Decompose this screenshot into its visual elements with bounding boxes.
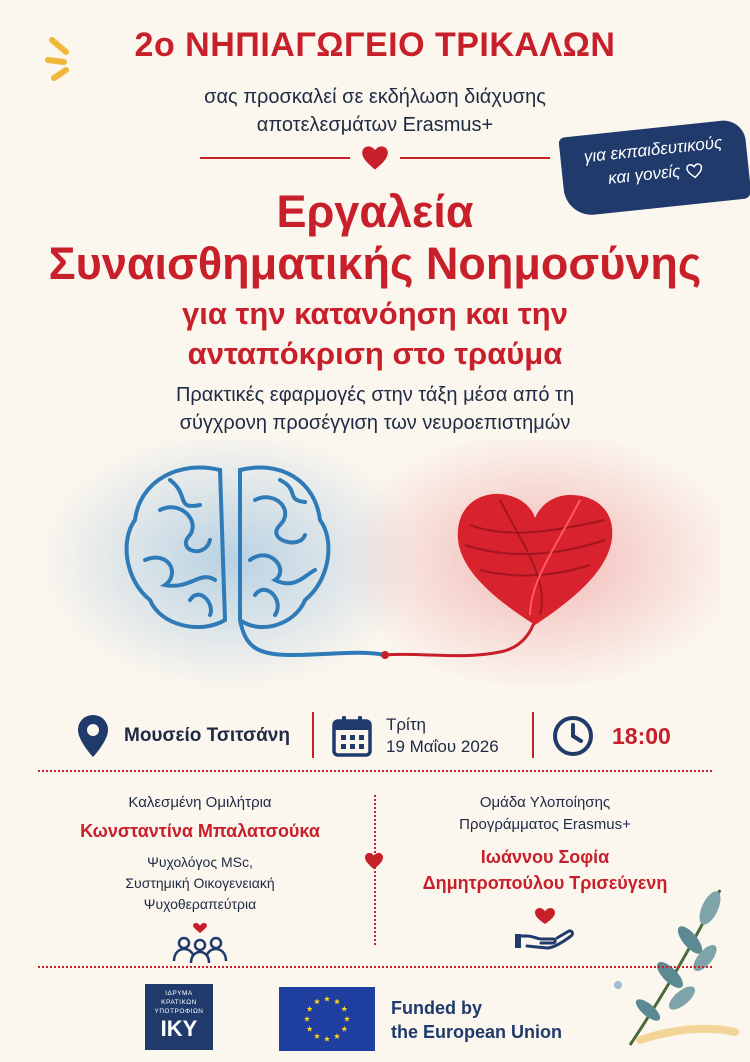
iky-line-2: ΚΡΑΤΙΚΩΝ [161, 999, 197, 1006]
speaker-label: Καλεσμένη Ομιλήτρια [128, 794, 272, 811]
olive-branch-decoration [610, 880, 740, 1050]
dotted-divider-bottom [38, 966, 712, 968]
hand-heart-icon [513, 906, 577, 950]
info-divider-2 [532, 712, 534, 758]
divider-right [400, 157, 550, 159]
knot-icon [381, 651, 389, 659]
speaker-role-2: Συστημική Οικογενειακή [125, 875, 275, 891]
speaker-name: Κωνσταντίνα Μπαλατσούκα [80, 821, 320, 841]
iky-logo [145, 984, 213, 1050]
day-text: Τρίτη [386, 715, 427, 734]
subtitle-line-1: για την κατανόηση και την [182, 296, 568, 331]
time-text: 18:00 [612, 722, 671, 749]
funded-by-eu [391, 996, 562, 1044]
invite-line-1: σας προσκαλεί σε εκδήλωση διάχυσης [204, 86, 546, 108]
time-block [552, 706, 671, 766]
title-line-2: Συναισθηματικής Νοημοσύνης [48, 238, 702, 289]
speaker-column [30, 792, 370, 968]
date-block [332, 706, 499, 766]
calendar-icon [332, 715, 372, 757]
team-member-1: Ιωάννου Σοφία [480, 847, 610, 867]
iky-line-3: ΥΠΟΤΡΟΦΙΩΝ [154, 1008, 204, 1015]
iky-abbr: ΙΚΥ [160, 1016, 198, 1041]
title-line-1: Εργαλεία [276, 186, 474, 237]
team-label-1: Ομάδα Υλοποίησης [479, 794, 611, 811]
subtitle-line-2: ανταπόκριση στο τραύμα [187, 336, 563, 371]
divider-left [200, 157, 350, 159]
vertical-dotted-divider [374, 795, 376, 945]
brain-heart-illustration [40, 440, 720, 690]
speaker-role-3: Ψυχοθεραπεύτρια [143, 896, 257, 912]
heart-icon [364, 852, 384, 870]
date-text: 19 Μαΐου 2026 [386, 737, 499, 756]
speaker-role-1: Ψυχολόγος MSc, [147, 854, 253, 870]
dotted-divider-top [38, 770, 712, 772]
funded-line-1: Funded by [391, 998, 482, 1018]
heart-outline-icon [684, 162, 704, 180]
description-line-1: Πρακτικές εφαρμογές στην τάξη μέσα από τη [175, 384, 575, 406]
event-info-row [60, 706, 700, 766]
team-label-2: Προγράμματος Erasmus+ [459, 816, 631, 833]
heart-icon [361, 145, 389, 171]
location-pin-icon [76, 713, 110, 759]
description-line-2: σύγχρονη προσέγγιση των νευροεπιστημών [179, 412, 571, 434]
audience-line-1: για εκπαιδευτικούς [582, 132, 724, 167]
funded-line-2: the European Union [391, 1022, 562, 1042]
school-name: 2ο ΝΗΠΙΑΓΩΓΕΙΟ ΤΡΙΚΑΛΩΝ [134, 26, 616, 64]
location-text: Μουσείο Τσιτσάνη [124, 725, 290, 746]
info-divider-1 [312, 712, 314, 758]
location-block [76, 706, 290, 766]
eu-flag-icon [279, 987, 375, 1051]
invite-line-2: αποτελεσμάτων Erasmus+ [256, 114, 494, 136]
team-member-2: Δημητροπούλου Τρισεύγενη [422, 873, 668, 893]
iky-line-1: ΙΔΡΥΜΑ [165, 990, 193, 997]
clock-icon [552, 715, 594, 757]
people-icon [170, 923, 230, 963]
audience-line-2: και γονείς [607, 161, 682, 188]
